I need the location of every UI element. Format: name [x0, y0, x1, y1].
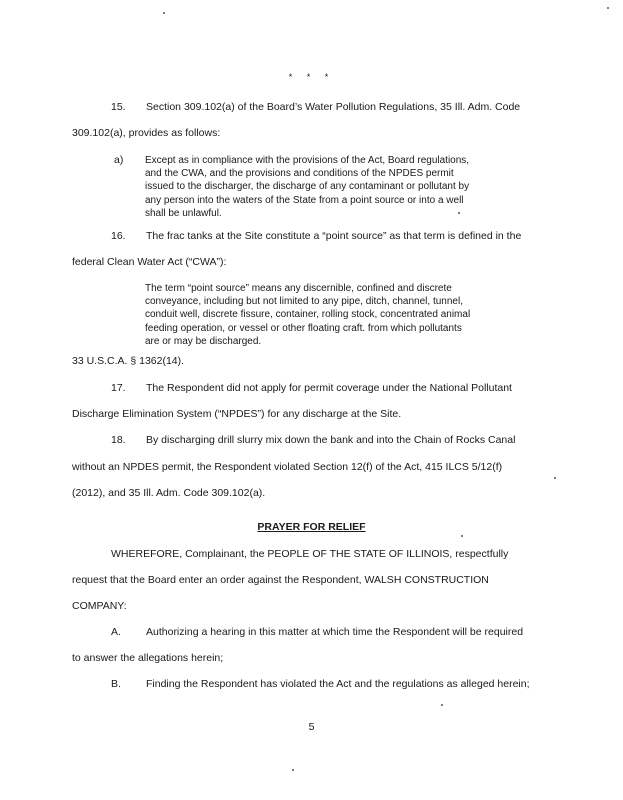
relief-item-a-label: A.: [111, 626, 121, 638]
paragraph-18-line-3: (2012), and 35 Ill. Adm. Code 309.102(a).: [72, 487, 266, 499]
scan-speck: [441, 704, 443, 706]
paragraph-15-line-2: 309.102(a), provides as follows:: [72, 127, 221, 139]
paragraph-18-number: 18.: [111, 434, 126, 446]
paragraph-16-number: 16.: [111, 230, 126, 242]
relief-item-b-label: B.: [111, 678, 121, 690]
relief-item-a-line-2: to answer the allegations herein;: [72, 652, 224, 664]
section-break-asterisks: * * *: [288, 72, 335, 82]
quoted-regulation-line: shall be unlawful.: [145, 207, 222, 219]
paragraph-16-line-2: federal Clean Water Act (“CWA”):: [72, 256, 227, 268]
quoted-regulation-line: any person into the waters of the State from a point source or into a well: [145, 194, 464, 206]
scan-speck: [458, 212, 460, 214]
quoted-subsection-label: a): [114, 154, 124, 166]
quoted-definition-line: feeding operation, or vessel or other floating craft. from which pollutants: [145, 322, 462, 334]
quoted-definition-line: conduit well, discrete fissure, container, rolling stock, concentrated animal: [145, 309, 471, 321]
quoted-regulation-line: Except as in compliance with the provisions of the Act, Board regulations,: [145, 155, 470, 166]
prayer-for-relief-heading: PRAYER FOR RELIEF: [257, 521, 366, 533]
prayer-intro-line-3: COMPANY:: [72, 600, 127, 612]
scan-speck: [163, 12, 165, 14]
quoted-regulation-block: [145, 154, 507, 220]
quoted-regulation-line: issued to the discharger, the discharge of any contaminant or pollutant by: [145, 181, 470, 193]
quoted-definition-line: The term “point source” means any discernible, confined and discrete: [145, 283, 452, 294]
paragraph-18-line-2: without an NPDES permit, the Respondent violated Section 12(f) of the Act, 415 ILCS 5/12(f): [72, 461, 503, 473]
scan-speck: [607, 7, 609, 9]
paragraph-15-line-1: Section 309.102(a) of the Board’s Water Pollution Regulations, 35 Ill. Adm. Code: [146, 101, 521, 113]
statute-citation: 33 U.S.C.A. § 1362(14).: [72, 355, 185, 367]
paragraph-17-number: 17.: [111, 382, 126, 394]
scan-speck: [554, 477, 556, 479]
scan-speck: [461, 535, 463, 537]
scan-speck: [292, 769, 294, 771]
prayer-intro-line-1: WHEREFORE, Complainant, the PEOPLE OF THE STATE OF ILLINOIS, respectfully: [111, 548, 509, 560]
quoted-definition-line: conveyance, including but not limited to any pipe, ditch, channel, tunnel,: [145, 296, 463, 308]
relief-item-b-line-1: Finding the Respondent has violated the Act and the regulations as alleged herein;: [146, 678, 530, 690]
paragraph-16-line-1: The frac tanks at the Site constitute a “point source” as that term is defined in the: [146, 230, 522, 242]
paragraph-17-line-1: The Respondent did not apply for permit coverage under the National Pollutant: [146, 382, 512, 394]
quoted-regulation-line: and the CWA, and the provisions and conditions of the NPDES permit: [145, 168, 454, 180]
page-number: 5: [308, 721, 315, 733]
paragraph-15-number: 15.: [111, 101, 126, 113]
quoted-definition-block: [145, 282, 507, 348]
quoted-definition-line: are or may be discharged.: [145, 335, 262, 347]
relief-item-a-line-1: Authorizing a hearing in this matter at which time the Respondent will be required: [146, 626, 524, 638]
paragraph-17-line-2: Discharge Elimination System (“NPDES”) for any discharge at the Site.: [72, 408, 402, 420]
paragraph-18-line-1: By discharging drill slurry mix down the bank and into the Chain of Rocks Canal: [146, 434, 516, 446]
prayer-intro-line-2: request that the Board enter an order against the Respondent, WALSH CONSTRUCTION: [72, 574, 489, 586]
